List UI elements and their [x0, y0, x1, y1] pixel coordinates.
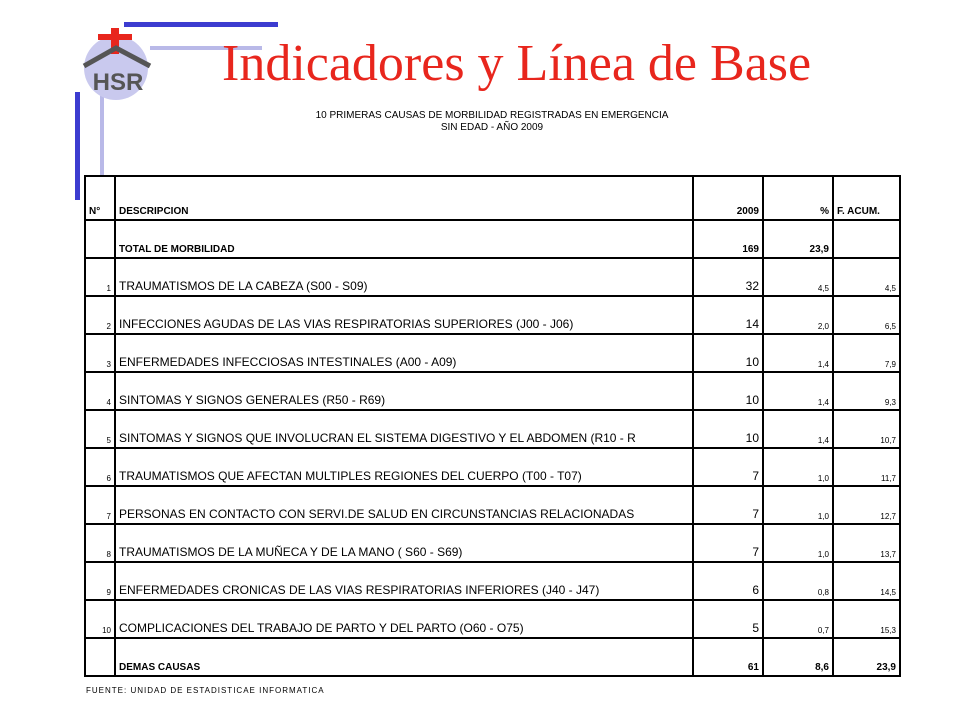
row-n: 7 — [85, 486, 115, 524]
table-header-row — [85, 176, 900, 220]
row-descripcion: ENFERMEDADES INFECCIOSAS INTESTINALES (A00 - A09) — [115, 334, 693, 372]
row-acum: 6,5 — [833, 296, 900, 334]
source-note: FUENTE: UNIDAD DE ESTADISTICAE INFORMATICA — [86, 686, 325, 695]
row-year: 7 — [693, 448, 763, 486]
morbidity-table — [84, 175, 901, 677]
row-descripcion: SINTOMAS Y SIGNOS GENERALES (R50 - R69) — [115, 372, 693, 410]
row-pct: 0,7 — [763, 600, 833, 638]
row-year: 14 — [693, 296, 763, 334]
row-year: 7 — [693, 486, 763, 524]
row-pct: 1,0 — [763, 524, 833, 562]
row-n: 10 — [85, 600, 115, 638]
subtitle-line-1: 10 PRIMERAS CAUSAS DE MORBILIDAD REGISTRADAS EN EMERGENCIA — [315, 110, 669, 121]
row-descripcion: SINTOMAS Y SIGNOS QUE INVOLUCRAN EL SISTEMA DIGESTIVO Y EL ABDOMEN (R10 - R — [115, 410, 693, 448]
row-acum: 10,7 — [833, 410, 900, 448]
row-pct: 1,0 — [763, 486, 833, 524]
table-row — [85, 600, 900, 638]
row-acum: 15,3 — [833, 600, 900, 638]
demas-pct: 8,6 — [763, 638, 833, 676]
row-descripcion: TRAUMATISMOS QUE AFECTAN MULTIPLES REGIONES DEL CUERPO (T00 - T07) — [115, 448, 693, 486]
header-acum: F. ACUM. — [833, 176, 900, 220]
row-descripcion: COMPLICACIONES DEL TRABAJO DE PARTO Y DEL PARTO (O60 - O75) — [115, 600, 693, 638]
row-descripcion: TRAUMATISMOS DE LA CABEZA (S00 - S09) — [115, 258, 693, 296]
demas-acum: 23,9 — [833, 638, 900, 676]
row-acum: 11,7 — [833, 448, 900, 486]
decorative-bar-left — [75, 92, 80, 200]
table-row — [85, 258, 900, 296]
row-n: 9 — [85, 562, 115, 600]
row-acum: 9,3 — [833, 372, 900, 410]
row-pct: 1,0 — [763, 448, 833, 486]
total-pct: 23,9 — [763, 220, 833, 258]
row-descripcion: TRAUMATISMOS DE LA MUÑECA Y DE LA MANO ( S60 - S69) — [115, 524, 693, 562]
row-n: 3 — [85, 334, 115, 372]
table-row — [85, 334, 900, 372]
row-year: 32 — [693, 258, 763, 296]
row-acum: 13,7 — [833, 524, 900, 562]
header-descripcion: DESCRIPCION — [115, 176, 693, 220]
header-n: N° — [85, 176, 115, 220]
row-pct: 1,4 — [763, 372, 833, 410]
table-row — [85, 410, 900, 448]
row-year: 7 — [693, 524, 763, 562]
row-descripcion: INFECCIONES AGUDAS DE LAS VIAS RESPIRATORIAS SUPERIORES (J00 - J06) — [115, 296, 693, 334]
total-descripcion: TOTAL DE MORBILIDAD — [115, 220, 693, 258]
logo-letters: HSR — [92, 69, 144, 96]
hospital-logo — [78, 24, 160, 104]
demas-row — [85, 638, 900, 676]
row-pct: 1,4 — [763, 410, 833, 448]
table-subtitle — [282, 110, 702, 134]
total-n — [85, 220, 115, 258]
row-acum: 7,9 — [833, 334, 900, 372]
row-year: 10 — [693, 334, 763, 372]
row-descripcion: ENFERMEDADES CRONICAS DE LAS VIAS RESPIRATORIAS INFERIORES (J40 - J47) — [115, 562, 693, 600]
row-pct: 0,8 — [763, 562, 833, 600]
demas-n — [85, 638, 115, 676]
row-acum: 14,5 — [833, 562, 900, 600]
row-n: 6 — [85, 448, 115, 486]
row-acum: 12,7 — [833, 486, 900, 524]
row-n: 4 — [85, 372, 115, 410]
table-row — [85, 524, 900, 562]
row-n: 1 — [85, 258, 115, 296]
table-row — [85, 296, 900, 334]
row-n: 5 — [85, 410, 115, 448]
total-acum — [833, 220, 900, 258]
table-row — [85, 372, 900, 410]
table-row — [85, 486, 900, 524]
row-n: 2 — [85, 296, 115, 334]
row-n: 8 — [85, 524, 115, 562]
total-year: 169 — [693, 220, 763, 258]
table-row — [85, 562, 900, 600]
row-year: 10 — [693, 372, 763, 410]
row-year: 6 — [693, 562, 763, 600]
row-pct: 4,5 — [763, 258, 833, 296]
header-year: 2009 — [693, 176, 763, 220]
demas-descripcion: DEMAS CAUSAS — [115, 638, 693, 676]
subtitle-line-2: SIN EDAD - AÑO 2009 — [440, 122, 544, 133]
header-pct: % — [763, 176, 833, 220]
row-pct: 2,0 — [763, 296, 833, 334]
row-pct: 1,4 — [763, 334, 833, 372]
row-acum: 4,5 — [833, 258, 900, 296]
page-title: Indicadores y Línea de Base — [222, 35, 812, 92]
demas-year: 61 — [693, 638, 763, 676]
table-row — [85, 448, 900, 486]
row-year: 5 — [693, 600, 763, 638]
row-descripcion: PERSONAS EN CONTACTO CON SERVI.DE SALUD EN CIRCUNSTANCIAS RELACIONADAS — [115, 486, 693, 524]
total-row — [85, 220, 900, 258]
row-year: 10 — [693, 410, 763, 448]
